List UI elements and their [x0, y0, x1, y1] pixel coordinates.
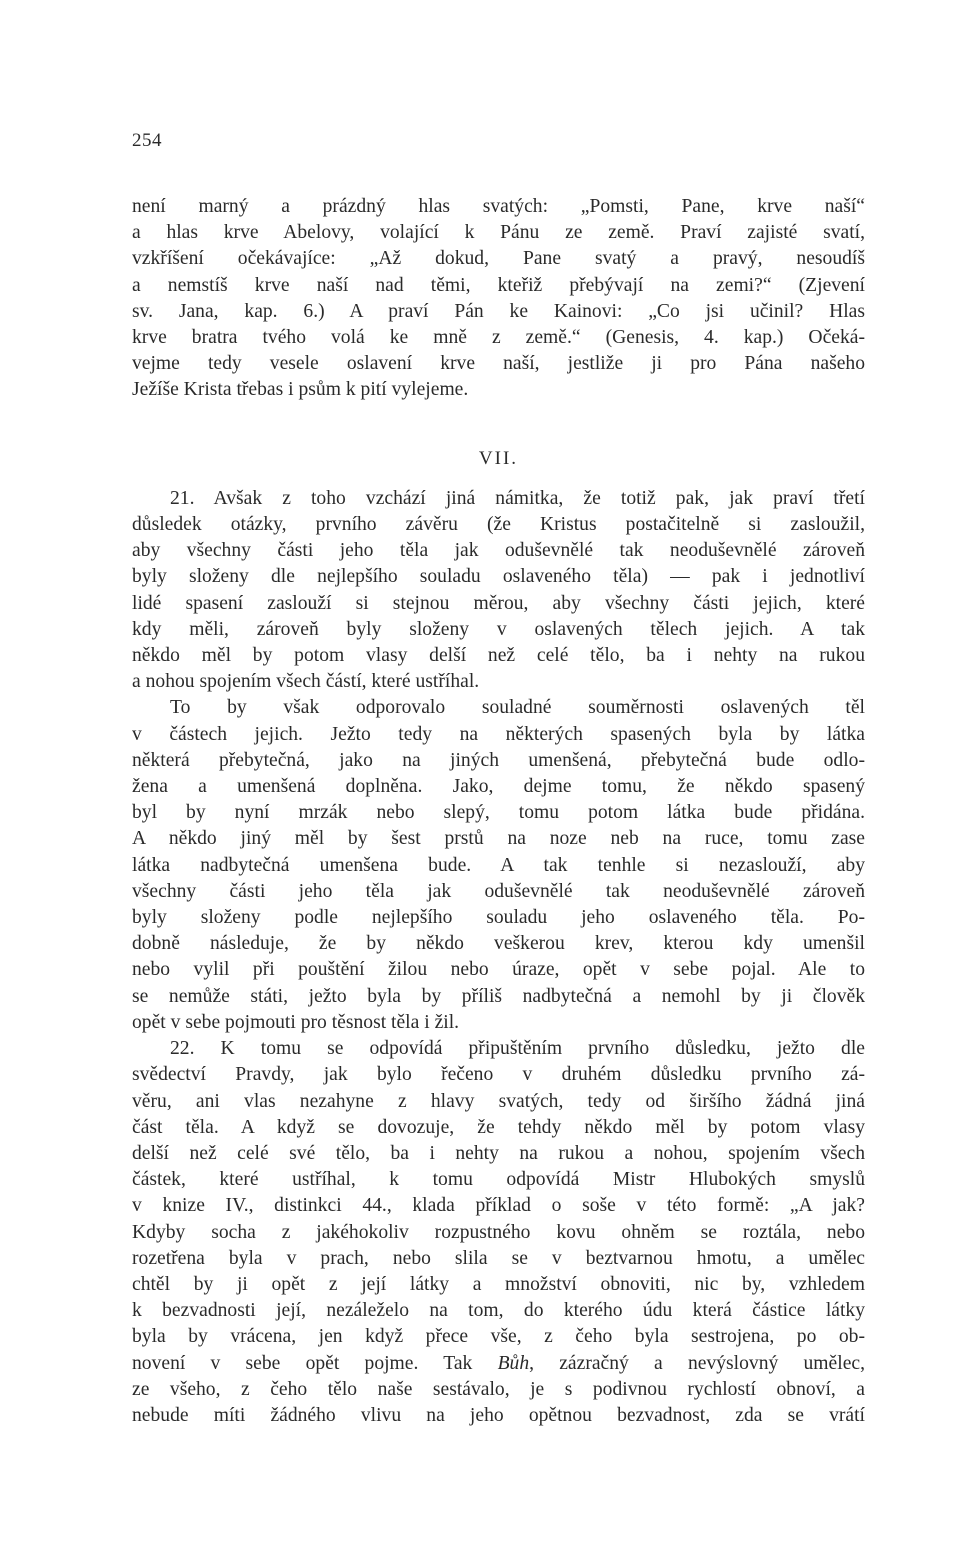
text-line: vzkříšení očekávajíce: „Až dokud, Pane svatý a pravý, nesoudíš	[132, 248, 865, 270]
text-line: částek, které ustříhal, k tomu odpovídá Mistr Hlubokých smyslů	[132, 1169, 865, 1191]
text-line: aby všechny části jeho těla jak oduševnělé tak neoduševnělé zároveň	[132, 540, 865, 562]
text-line: látka nadbytečná umenšena bude. A tak tenhle si nezaslouží, aby	[132, 854, 865, 876]
text-line: byly složeny dle nejlepšího souladu oslaveného těla) — pak i jednotliví	[132, 566, 865, 588]
paragraph-22	[132, 1036, 865, 1429]
text-line: rozetřena byla v prach, nebo slila se v beztvarnou hmotu, a umělec	[132, 1247, 865, 1269]
text-line: byl by nyní mrzák nebo slepý, tomu potom látka bude přidána.	[132, 802, 865, 824]
text-line: se nemůže státi, ježto byla by příliš nadbytečná a nemohl by ji člověk	[132, 985, 865, 1007]
section-heading: VII.	[478, 447, 519, 469]
text-line: vejme tedy vesele oslavení krve naší, jestliže ji pro Pána našeho	[132, 353, 865, 375]
text-line: 21. Avšak z toho vzchází jiná námitka, že totiž pak, jak praví třetí	[170, 487, 865, 509]
text-line: chtěl by ji opět z její látky a množství obnoviti, nic by, vzhledem	[132, 1273, 865, 1295]
text-line: 22. K tomu se odpovídá připuštěním prvního důsledku, ježto dle	[170, 1038, 865, 1060]
text-line: některá přebytečná, jako na jiných umenšená, přebytečná bude odlo-	[132, 749, 865, 771]
text-line: část těla. A když se dovozuje, že tehdy někdo měl by potom vlasy	[132, 1116, 865, 1138]
text-line: důsledek otázky, prvního závěru (že Kristus postačitelně si zasloužil,	[132, 514, 865, 536]
text-line: věru, ani vlas nezahyne z hlavy svatých, tedy od širšího žádná jiná	[132, 1090, 865, 1112]
text-line: k bezvadnosti její, nezáleželo na tom, do kterého údu která částice látky	[132, 1300, 865, 1322]
text-line: lidé spasení zaslouží si stejnou měrou, aby všechny části jejich, které	[132, 592, 865, 614]
text-line: opět v sebe pojmouti pro těsnost těla i žil.	[132, 1011, 460, 1033]
text-line: Ježíše Krista třebas i psům k pití vylejeme.	[132, 379, 469, 401]
text-line: a nemstíš krve naší nad těmi, kteřiž přebývají na zemi?“ (Zjevení	[132, 274, 865, 296]
text-line: někdo měl by potom vlasy delší než celé tělo, ba i nehty na rukou	[132, 645, 865, 667]
text-line: v knize IV., distinkci 44., klada příklad o soše v této formě: „A jak?	[132, 1195, 865, 1217]
text-line: a nohou spojením všech částí, které ustříhal.	[132, 671, 480, 693]
text-line: není marný a prázdný hlas svatých: „Pomsti, Pane, krve naší“	[132, 196, 865, 217]
text-line: všechny části jeho těla jak oduševnělé tak neoduševnělé zároveň	[132, 880, 865, 902]
text-line: sv. Jana, kap. 6.) A praví Pán ke Kainovi: „Co jsi učinil? Hlas	[132, 300, 865, 322]
text-line: novení v sebe opět pojme. Tak Bůh, zázračný a nevýslovný umělec,	[132, 1352, 865, 1374]
text-line: v částech jejich. Ježto tedy na některých spasených byla by látka	[132, 723, 865, 745]
text-line: byla by vrácena, jen když přece vše, z čeho byla sestrojena, po ob-	[132, 1326, 865, 1348]
text-line: byly složeny podle nejlepšího souladu jeho oslaveného těla. Po-	[132, 907, 865, 929]
page-number: 254	[132, 130, 162, 151]
text-line: nebude míti žádného vlivu na jeho opětnou bezvadnost, zda se vrátí	[132, 1404, 865, 1426]
text-line: krve bratra tvého volá ke mně z země.“ (Genesis, 4. kap.) Očeká-	[132, 327, 865, 349]
text-line: žena a umenšená doplněna. Jako, dejme tomu, že někdo spasený	[132, 776, 865, 798]
text-line: ze všeho, z čeho tělo naše sestávalo, je s podivnou rychlostí obnoví, a	[132, 1378, 865, 1400]
emphasized-word: Bůh	[497, 1352, 530, 1374]
text-line: a hlas krve Abelovy, volající k Pánu ze země. Praví zajisté svatí,	[132, 222, 865, 244]
text-line: A někdo jiný měl by šest prstů na noze neb na ruce, tomu zase	[132, 828, 865, 850]
text-line: To by však odporovalo souladné souměrnosti oslavených těl	[170, 697, 865, 719]
paragraph-to-by	[132, 695, 865, 1036]
text-line: Kdyby socha z jakéhokoliv rozpustného kovu ohněm se roztála, nebo	[132, 1221, 865, 1243]
text-line: svědectví Pravdy, jak bylo řečeno v druhém důsledku prvního zá-	[132, 1064, 865, 1086]
paragraph-21	[132, 486, 865, 696]
paragraph-continuation	[132, 194, 865, 404]
text-line: delší než celé své tělo, ba i nehty na rukou a nohou, spojením všech	[132, 1142, 865, 1164]
text-line: nebo vylil při pouštění žilou nebo úraze, opět v sebe pojal. Ale to	[132, 959, 865, 981]
text-line: kdy měli, zároveň byly složeny v oslavených tělech jejich. A tak	[132, 618, 865, 640]
text-line: dobně následuje, že by někdo veškerou krev, kterou kdy umenšil	[132, 933, 865, 955]
body-text	[132, 194, 865, 1429]
